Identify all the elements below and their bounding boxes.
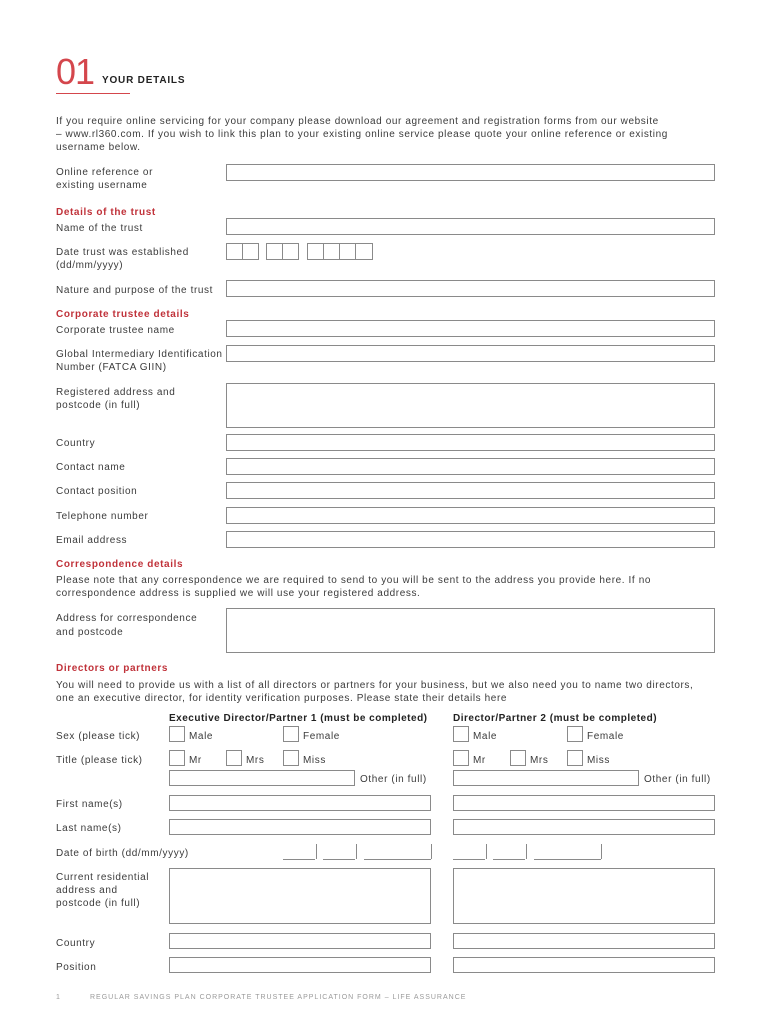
corporate-name-label: Corporate trustee name (56, 325, 175, 336)
d1-dob-divider-2 (356, 844, 357, 859)
d2-address-input[interactable] (453, 868, 715, 924)
trust-date-label-1: Date trust was established (56, 247, 189, 258)
trust-date-label-2: (dd/mm/yyyy) (56, 260, 124, 271)
trust-name-input[interactable] (226, 218, 715, 235)
registered-address-input[interactable] (226, 383, 715, 428)
last-name-label: Last name(s) (56, 823, 122, 834)
correspondence-note-1: Please note that any correspondence we are required to send to you will be sent to the address you provide here. If no (56, 575, 652, 586)
d1-last-name-input[interactable] (169, 819, 431, 835)
d2-country-input[interactable] (453, 933, 715, 949)
d2-male-checkbox[interactable] (453, 726, 469, 742)
d2-dob-day[interactable] (453, 859, 485, 860)
d1-miss-label: Miss (303, 755, 326, 766)
d1-country-input[interactable] (169, 933, 431, 949)
d1-male-label: Male (189, 731, 214, 742)
d2-other-title-input[interactable] (453, 770, 639, 786)
trust-date-month-1[interactable] (266, 243, 283, 260)
trust-date-year-4[interactable] (355, 243, 373, 260)
d1-dob-month[interactable] (323, 859, 355, 860)
trust-heading: Details of the trust (56, 207, 156, 218)
registered-address-label-1: Registered address and (56, 387, 176, 398)
trust-nature-input[interactable] (226, 280, 715, 297)
d1-miss-checkbox[interactable] (283, 750, 299, 766)
online-ref-label-2: existing username (56, 180, 148, 191)
online-ref-label-1: Online reference or (56, 167, 154, 178)
d2-dob-year[interactable] (534, 859, 601, 860)
d2-last-name-input[interactable] (453, 819, 715, 835)
d2-dob-divider-3 (601, 844, 602, 859)
telephone-input[interactable] (226, 507, 715, 524)
intro-line-1: If you require online servicing for your company please download our agreement and registration forms from our website (56, 116, 659, 127)
director-1-header: Executive Director/Partner 1 (must be completed) (169, 713, 428, 724)
d2-other-label: Other (in full) (644, 774, 711, 785)
d1-male-checkbox[interactable] (169, 726, 185, 742)
d1-address-input[interactable] (169, 868, 431, 924)
directors-note-2: one an executive director, for identity verification purposes. Please state their details here (56, 693, 508, 704)
trust-date-day-1[interactable] (226, 243, 243, 260)
d1-position-input[interactable] (169, 957, 431, 973)
correspondence-address-label-1: Address for correspondence (56, 613, 198, 624)
d2-miss-checkbox[interactable] (567, 750, 583, 766)
trust-date-year-3[interactable] (339, 243, 356, 260)
footer-text: REGULAR SAVINGS PLAN CORPORATE TRUSTEE APPLICATION FORM – LIFE ASSURANCE (90, 994, 467, 1001)
contact-position-label: Contact position (56, 486, 138, 497)
d2-mr-checkbox[interactable] (453, 750, 469, 766)
corporate-name-input[interactable] (226, 320, 715, 337)
d1-mrs-checkbox[interactable] (226, 750, 242, 766)
d1-dob-year[interactable] (364, 859, 431, 860)
trust-date-month-2[interactable] (282, 243, 299, 260)
sex-label: Sex (please tick) (56, 731, 141, 742)
country-label: Country (56, 438, 96, 449)
giin-label-1: Global Intermediary Identification (56, 349, 223, 360)
telephone-label: Telephone number (56, 511, 149, 522)
director-position-label: Position (56, 962, 97, 973)
d2-position-input[interactable] (453, 957, 715, 973)
email-label: Email address (56, 535, 128, 546)
trust-name-label: Name of the trust (56, 223, 143, 234)
registered-address-label-2: postcode (in full) (56, 400, 141, 411)
section-title: YOUR DETAILS (102, 75, 186, 86)
d1-mr-label: Mr (189, 755, 202, 766)
d2-mrs-checkbox[interactable] (510, 750, 526, 766)
contact-position-input[interactable] (226, 482, 715, 499)
d1-mr-checkbox[interactable] (169, 750, 185, 766)
online-ref-input[interactable] (226, 164, 715, 181)
d2-female-checkbox[interactable] (567, 726, 583, 742)
d1-dob-day[interactable] (283, 859, 315, 860)
giin-label-2: Number (FATCA GIIN) (56, 362, 167, 373)
first-name-label: First name(s) (56, 799, 123, 810)
title-label: Title (please tick) (56, 755, 143, 766)
correspondence-note-2: correspondence address is supplied we will use your registered address. (56, 588, 421, 599)
trust-date-year-2[interactable] (323, 243, 340, 260)
d2-first-name-input[interactable] (453, 795, 715, 811)
d2-female-label: Female (587, 731, 624, 742)
d2-mr-label: Mr (473, 755, 486, 766)
correspondence-heading: Correspondence details (56, 559, 184, 570)
dob-label: Date of birth (dd/mm/yyyy) (56, 848, 189, 859)
d1-dob-divider-1 (316, 844, 317, 859)
correspondence-address-label-2: and postcode (56, 627, 124, 638)
d1-dob-divider-3 (431, 844, 432, 859)
directors-heading: Directors or partners (56, 663, 169, 674)
section-number: 01 (56, 51, 95, 92)
residential-address-label-2: address and (56, 885, 118, 896)
contact-name-input[interactable] (226, 458, 715, 475)
page-number: 1 (56, 994, 61, 1001)
directors-note-1: You will need to provide us with a list of all directors or partners for your business, but we also need you to name two directors, (56, 680, 694, 691)
section-rule (56, 93, 130, 94)
d2-dob-divider-2 (526, 844, 527, 859)
d1-other-title-input[interactable] (169, 770, 355, 786)
d2-male-label: Male (473, 731, 498, 742)
country-input[interactable] (226, 434, 715, 451)
d1-female-checkbox[interactable] (283, 726, 299, 742)
d2-dob-divider-1 (486, 844, 487, 859)
giin-input[interactable] (226, 345, 715, 362)
contact-name-label: Contact name (56, 462, 126, 473)
director-country-label: Country (56, 938, 96, 949)
corporate-heading: Corporate trustee details (56, 309, 190, 320)
d1-mrs-label: Mrs (246, 755, 265, 766)
residential-address-label-3: postcode (in full) (56, 898, 141, 909)
email-input[interactable] (226, 531, 715, 548)
correspondence-address-input[interactable] (226, 608, 715, 653)
trust-nature-label: Nature and purpose of the trust (56, 285, 214, 296)
d2-dob-month[interactable] (493, 859, 525, 860)
residential-address-label-1: Current residential (56, 872, 150, 883)
d2-mrs-label: Mrs (530, 755, 549, 766)
trust-date-year-1[interactable] (307, 243, 324, 260)
director-2-header: Director/Partner 2 (must be completed) (453, 713, 658, 724)
d2-miss-label: Miss (587, 755, 610, 766)
d1-first-name-input[interactable] (169, 795, 431, 811)
intro-line-2: – www.rl360.com. If you wish to link this plan to your existing online service please quote your online reference or existing (56, 129, 668, 140)
intro-line-3: username below. (56, 142, 141, 153)
d1-other-label: Other (in full) (360, 774, 427, 785)
d1-female-label: Female (303, 731, 340, 742)
trust-date-day-2[interactable] (242, 243, 259, 260)
